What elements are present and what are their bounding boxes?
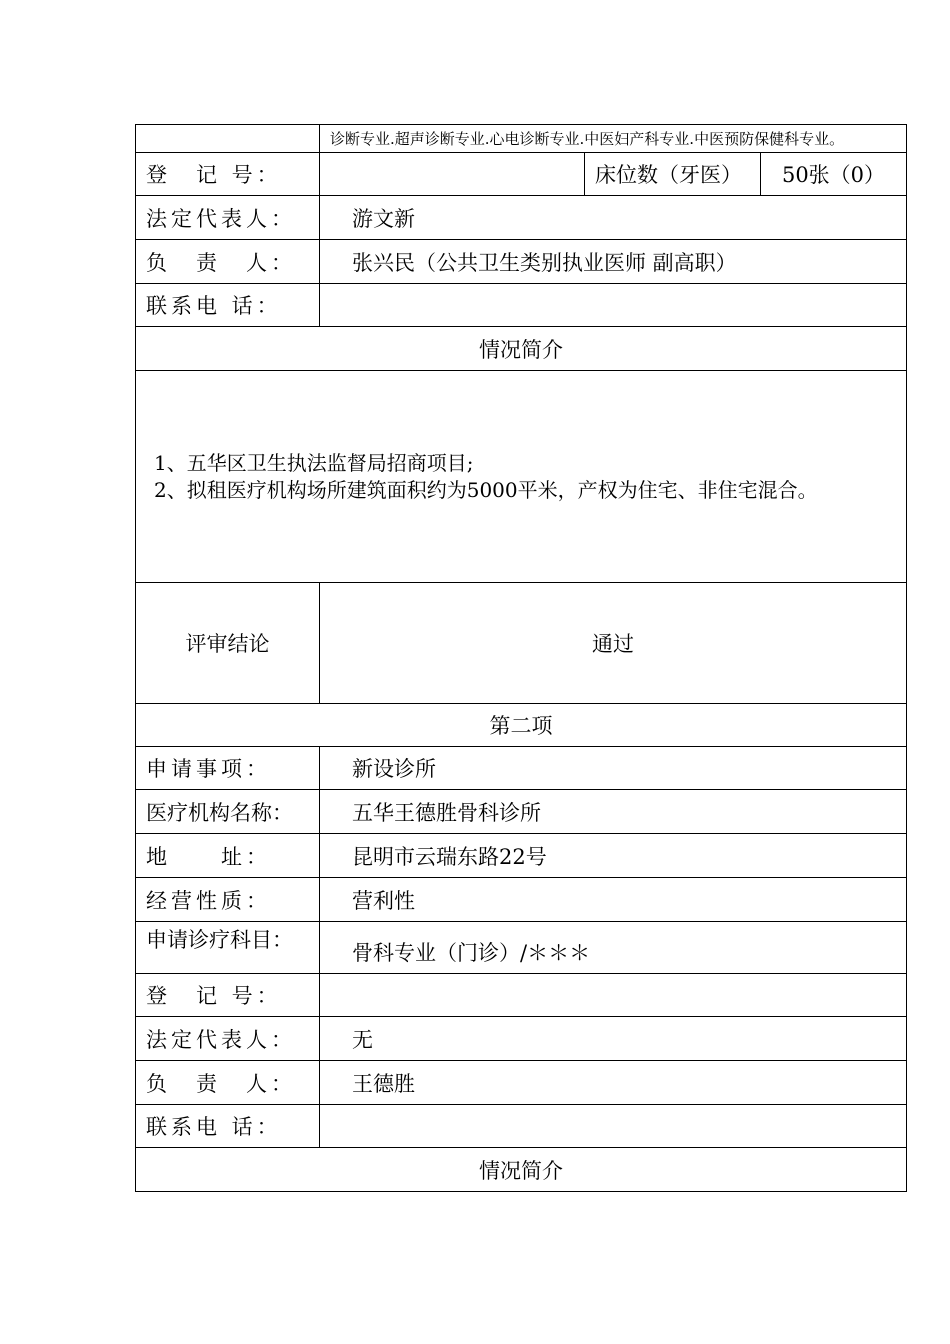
phone2-value xyxy=(320,1105,907,1148)
conclusion-value: 通过 xyxy=(320,583,907,704)
dept-value: 骨科专业（门诊）/＊＊＊ xyxy=(320,922,907,974)
top-note-row xyxy=(136,125,907,153)
charge-row xyxy=(136,240,907,284)
charge-value: 张兴民（公共卫生类别执业医师 副高职） xyxy=(320,240,907,284)
dept-label: 申请诊疗科目： xyxy=(136,922,320,974)
phone2-label: 联系电 话： xyxy=(136,1105,320,1148)
name-row xyxy=(136,790,907,834)
apply-value: 新设诊所 xyxy=(320,747,907,790)
reg2-label: 登 记 号： xyxy=(136,974,320,1017)
apply-label: 申请事项： xyxy=(136,747,320,790)
charge2-value: 王德胜 xyxy=(320,1061,907,1105)
intro-title-row xyxy=(136,327,907,371)
conclusion-row xyxy=(136,583,907,704)
top-note-text: 诊断专业.超声诊断专业.心电诊断专业.中医妇产科专业.中医预防保健科专业。 xyxy=(320,125,907,153)
addr-value: 昆明市云瑞东路22号 xyxy=(320,834,907,878)
phone-label: 联系电 话： xyxy=(136,284,320,327)
charge2-label: 负 责 人： xyxy=(136,1061,320,1105)
legal-row xyxy=(136,196,907,240)
intro-row xyxy=(136,371,907,583)
apply-row xyxy=(136,747,907,790)
legal2-label: 法定代表人： xyxy=(136,1017,320,1061)
nature-label: 经营性质： xyxy=(136,878,320,922)
phone-row xyxy=(136,284,907,327)
beds-value: 50张（0） xyxy=(761,153,907,196)
conclusion-label: 评审结论 xyxy=(136,583,320,704)
legal2-row xyxy=(136,1017,907,1061)
charge-label: 负 责 人： xyxy=(136,240,320,284)
legal-label: 法定代表人： xyxy=(136,196,320,240)
beds-label: 床位数（牙医） xyxy=(585,153,761,196)
name-value: 五华王德胜骨科诊所 xyxy=(320,790,907,834)
form-table xyxy=(135,124,907,1192)
item2-title: 第二项 xyxy=(136,704,907,747)
intro-line: 1、五华区卫生执法监督局招商项目; xyxy=(154,450,474,475)
reg-row xyxy=(136,153,907,196)
nature-row xyxy=(136,878,907,922)
intro-body xyxy=(136,371,907,583)
addr-label: 地 址： xyxy=(136,834,320,878)
legal-value: 游文新 xyxy=(320,196,907,240)
intro-line: 2、拟租医疗机构场所建筑面积约为5000平米，产权为住宅、非住宅混合。 xyxy=(154,477,818,502)
review-form xyxy=(135,124,906,1192)
addr-row xyxy=(136,834,907,878)
phone2-row xyxy=(136,1105,907,1148)
intro-title: 情况简介 xyxy=(136,327,907,371)
charge2-row xyxy=(136,1061,907,1105)
reg-value xyxy=(320,153,585,196)
dept-row xyxy=(136,922,907,974)
reg2-row xyxy=(136,974,907,1017)
intro2-title: 情况简介 xyxy=(136,1148,907,1192)
top-note-label-cell xyxy=(136,125,320,153)
nature-value: 营利性 xyxy=(320,878,907,922)
reg2-value xyxy=(320,974,907,1017)
name-label: 医疗机构名称： xyxy=(136,790,320,834)
item2-title-row xyxy=(136,704,907,747)
phone-value xyxy=(320,284,907,327)
intro2-title-row xyxy=(136,1148,907,1192)
legal2-value: 无 xyxy=(320,1017,907,1061)
reg-label: 登 记 号： xyxy=(136,153,320,196)
